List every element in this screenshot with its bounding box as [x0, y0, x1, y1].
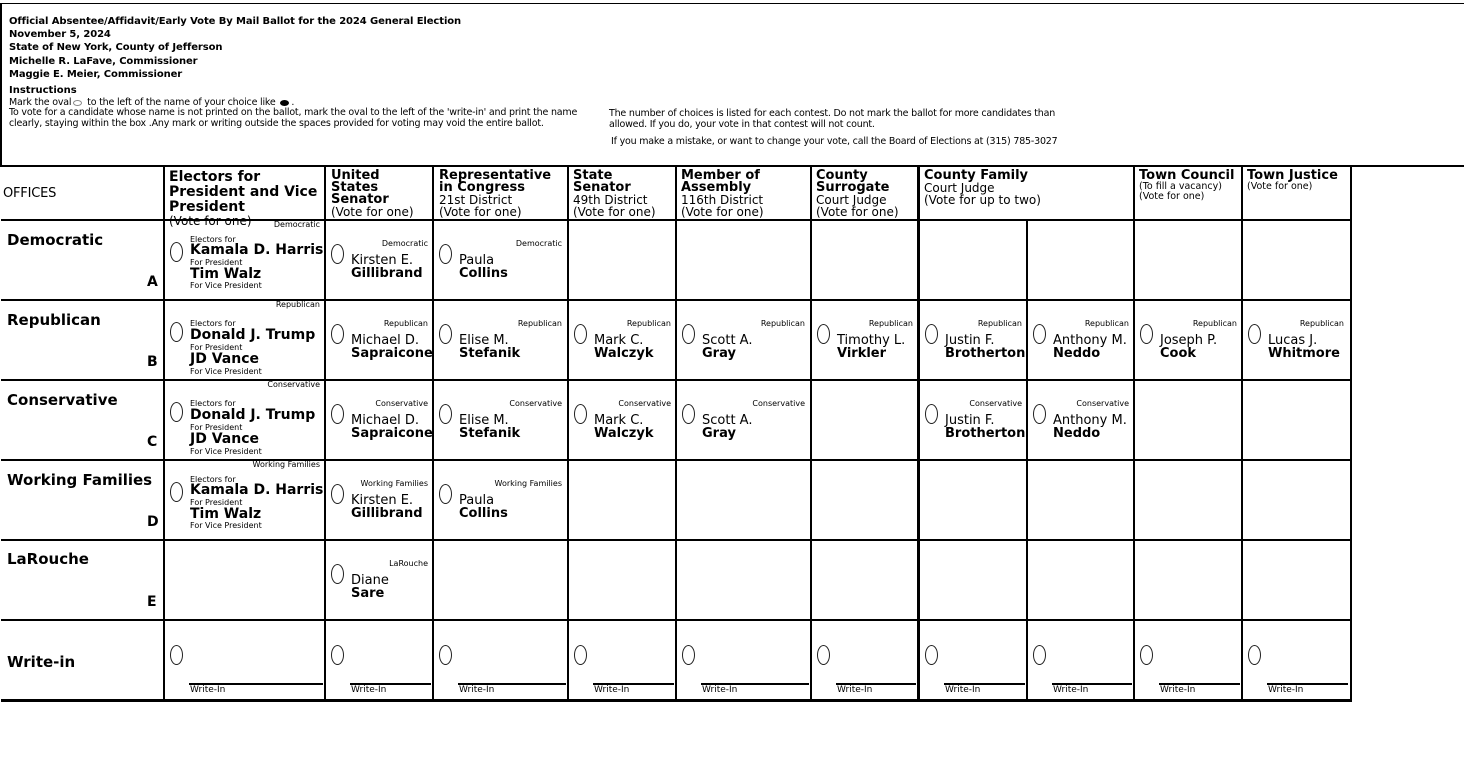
vote-oval[interactable]: [439, 324, 452, 344]
ballot-title: Official Absentee/Affidavit/Early Vote By Mail Ballot for the 2024 General Election: [9, 16, 462, 27]
candidate-sapraicone-conservative[interactable]: Conservative Michael D. Sapraicone: [326, 380, 428, 458]
vote-oval[interactable]: [817, 324, 830, 344]
writein-oval-president[interactable]: [170, 645, 183, 665]
candidate-harris-walz-democratic[interactable]: Democratic Electors for Kamala D. Harris For President Tim Walz For Vice President: [165, 220, 320, 298]
vote-oval[interactable]: [170, 482, 183, 502]
header-town-justice: Town Justice (Vote for one): [1247, 168, 1338, 192]
header-town-council: Town Council (To fill a vacancy) (Vote for one): [1139, 168, 1235, 202]
row-divider: [1, 619, 1350, 621]
jurisdiction: State of New York, County of Jefferson: [9, 42, 223, 54]
candidate-neddo-conservative[interactable]: Conservative Anthony M. Neddo: [1028, 380, 1129, 458]
candidate-walczyk-conservative[interactable]: Conservative Mark C. Walczyk: [569, 380, 671, 458]
party-larouche: LaRouche: [7, 550, 89, 568]
party-conservative: Conservative: [7, 391, 118, 409]
row-letter-a: A: [147, 274, 158, 290]
party-democratic: Democratic: [7, 231, 104, 249]
header-us-senator: United States Senator (Vote for one): [331, 168, 414, 219]
candidate-gray-conservative[interactable]: Conservative Scott A. Gray: [677, 380, 805, 458]
candidate-virkler-republican[interactable]: Republican Timothy L. Virkler: [812, 300, 913, 378]
row-divider: [1, 539, 1350, 541]
writein-oval-state-senator[interactable]: [574, 645, 587, 665]
vote-oval[interactable]: [1033, 404, 1046, 424]
instructions-mark-oval: Mark the oval to the left of the name of your choice like .: [9, 97, 295, 108]
offices-label: OFFICES: [3, 186, 57, 201]
vote-oval[interactable]: [170, 402, 183, 422]
candidate-brotherton-republican[interactable]: Republican Justin F. Brotherton: [920, 300, 1022, 378]
vote-oval[interactable]: [574, 404, 587, 424]
vote-oval[interactable]: [170, 242, 183, 262]
row-letter-d: D: [147, 514, 159, 530]
vote-oval[interactable]: [331, 564, 344, 584]
writein-label: Write-In: [459, 685, 495, 695]
header-president: Electors for President and Vice President (Vote for one): [169, 169, 318, 228]
writein-oval-surrogate[interactable]: [817, 645, 830, 665]
candidate-stefanik-republican[interactable]: Republican Elise M. Stefanik: [434, 300, 562, 378]
candidate-whitmore-republican[interactable]: Republican Lucas J. Whitmore: [1243, 300, 1344, 378]
vote-oval[interactable]: [439, 404, 452, 424]
candidate-trump-vance-republican[interactable]: Republican Electors for Donald J. Trump For President JD Vance For Vice President: [165, 300, 320, 378]
candidate-sapraicone-republican[interactable]: Republican Michael D. Sapraicone: [326, 300, 428, 378]
candidate-walczyk-republican[interactable]: Republican Mark C. Walczyk: [569, 300, 671, 378]
writein-label: Write-In: [1160, 685, 1196, 695]
filled-oval-icon: [280, 100, 289, 106]
row-letter-b: B: [147, 354, 158, 370]
header-congress: Representative in Congress 21st District (Vote for one): [439, 168, 552, 219]
candidate-harris-walz-working-families[interactable]: Working Families Electors for Kamala D. Harris For President Tim Walz For Vice President: [165, 460, 320, 538]
candidate-collins-working-families[interactable]: Working Families Paula Collins: [434, 460, 562, 538]
instructions-mistake: If you make a mistake, or want to change your vote, call the Board of Elections at (315) 785-3027: [611, 136, 1058, 147]
candidate-cook-republican[interactable]: Republican Joseph P. Cook: [1135, 300, 1237, 378]
candidate-neddo-republican[interactable]: Republican Anthony M. Neddo: [1028, 300, 1129, 378]
candidate-gray-republican[interactable]: Republican Scott A. Gray: [677, 300, 805, 378]
vote-oval[interactable]: [1248, 324, 1261, 344]
header-state-senator: State Senator 49th District (Vote for one): [573, 168, 656, 219]
row-letter-e: E: [147, 594, 157, 610]
candidate-collins-democratic[interactable]: Democratic Paula Collins: [434, 220, 562, 298]
ballot-grid: [1, 167, 1352, 702]
writein-label: Write-In: [945, 685, 981, 695]
vote-oval[interactable]: [331, 324, 344, 344]
vote-oval[interactable]: [574, 324, 587, 344]
writein-label: Write-In: [594, 685, 630, 695]
row-letter-c: C: [147, 434, 158, 450]
candidate-stefanik-conservative[interactable]: Conservative Elise M. Stefanik: [434, 380, 562, 458]
header-family-court: County Family Court Judge (Vote for up to two): [924, 168, 1041, 207]
vote-oval[interactable]: [925, 404, 938, 424]
writein-label: Write-In: [837, 685, 873, 695]
party-republican: Republican: [7, 311, 101, 329]
writein-label: Write-In: [1268, 685, 1304, 695]
vote-oval[interactable]: [439, 244, 452, 264]
candidate-gillibrand-democratic[interactable]: Democratic Kirsten E. Gillibrand: [326, 220, 428, 298]
vote-oval[interactable]: [682, 404, 695, 424]
writein-oval-family-1[interactable]: [925, 645, 938, 665]
election-date: November 5, 2024: [9, 29, 111, 41]
vote-oval[interactable]: [1140, 324, 1153, 344]
commissioner-2: Maggie E. Meier, Commissioner: [9, 68, 183, 80]
ballot-heading: [9, 15, 461, 81]
vote-oval[interactable]: [331, 404, 344, 424]
vote-oval[interactable]: [331, 244, 344, 264]
commissioner-1: Michelle R. LaFave, Commissioner: [9, 55, 198, 67]
writein-oval-justice[interactable]: [1248, 645, 1261, 665]
writein-oval-assembly[interactable]: [682, 645, 695, 665]
header-assembly: Member of Assembly 116th District (Vote for one): [681, 168, 764, 219]
party-write-in: Write-in: [7, 653, 76, 671]
vote-oval[interactable]: [682, 324, 695, 344]
vote-oval[interactable]: [170, 322, 183, 342]
writein-label: Write-In: [1053, 685, 1089, 695]
empty-oval-icon: [73, 100, 82, 106]
header-surrogate: County Surrogate Court Judge (Vote for one): [816, 168, 899, 219]
instructions-choices: The number of choices is listed for each contest. Do not mark the ballot for more candidates than allowed. If you do, your vote in that contest will not count.: [609, 108, 1056, 130]
writein-oval-family-2[interactable]: [1033, 645, 1046, 665]
writein-oval-congress[interactable]: [439, 645, 452, 665]
candidate-gillibrand-working-families[interactable]: Working Families Kirsten E. Gillibrand: [326, 460, 428, 538]
writein-oval-senator[interactable]: [331, 645, 344, 665]
vote-oval[interactable]: [925, 324, 938, 344]
vote-oval[interactable]: [1033, 324, 1046, 344]
instructions-writein: To vote for a candidate whose name is not printed on the ballot, mark the oval to the left of the 'write-in' and print the name clearly, staying within the box .Any mark or writing outside the spaces provided for voting may void the entire ballot.: [9, 107, 578, 129]
candidate-brotherton-conservative[interactable]: Conservative Justin F. Brotherton: [920, 380, 1022, 458]
candidate-sare-larouche[interactable]: LaRouche Diane Sare: [326, 540, 428, 618]
candidate-trump-vance-conservative[interactable]: Conservative Electors for Donald J. Trump For President JD Vance For Vice President: [165, 380, 320, 458]
writein-label: Write-In: [190, 685, 226, 695]
party-working-families: Working Families: [7, 471, 153, 489]
vote-oval[interactable]: [331, 484, 344, 504]
vote-oval[interactable]: [439, 484, 452, 504]
instructions-title: Instructions: [9, 85, 77, 96]
writein-label: Write-In: [702, 685, 738, 695]
writein-label: Write-In: [351, 685, 387, 695]
writein-oval-council[interactable]: [1140, 645, 1153, 665]
